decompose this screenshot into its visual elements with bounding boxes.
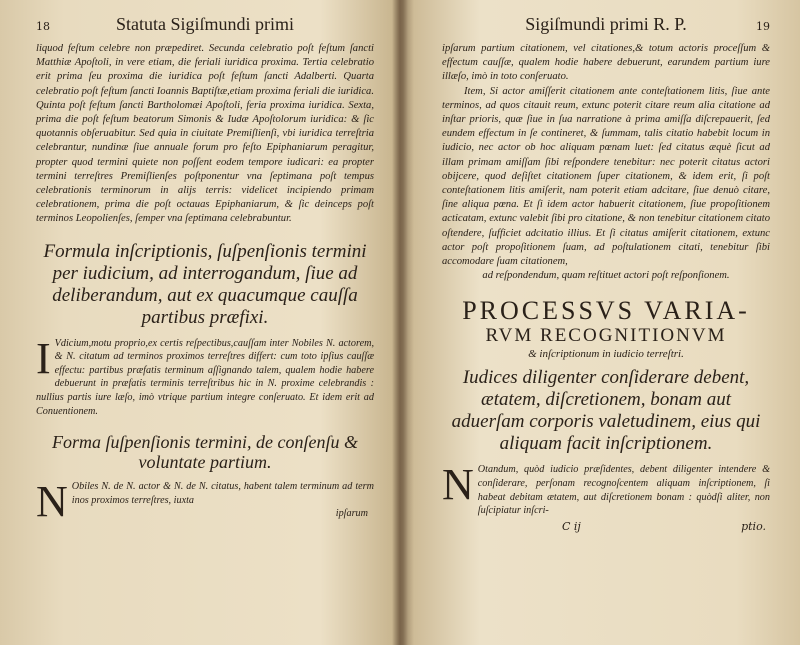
drop-cap-n-right: N <box>442 460 474 510</box>
left-running-head: Statuta Sigiſmundi primi <box>115 14 294 34</box>
right-catchword: ptio. <box>741 519 766 533</box>
right-paragraph-3-text: Otandum, quòd iudicio præſidentes, debent diligenter intendere & conſiderare, perſonam recognoſcentem aliquam inſcriptionem, ſi habeat debitam ætatem, aut diſcretionem bonam : quòdſi aliter, non ſuſcipiatur inſcri- <box>477 464 770 517</box>
right-paragraph-2: Item, Si actor amiſſerit citationem ante conteſtationem litis, ſiue ante terminos, ad quos citauit reum, extunc poterit citare reum alia citatione ad inſtar prioris, quæ ſiue in ſua narratione à prima amiſſa diſcrepauerit, ſed eundem effectum in ſe contineret, & ſummam, talis citatio habebit locum in iudicio, nec actor ob hoc aliquam pœnam luet: ſed citatus æquè ſicut ad illam primam amiſſam ſibi reſpondere tenebitur: nec poterit citatus actori obijcere, quod deſiſtet citationem ſuper citationem, & idem erit, ſi poſt conteſtationem litis amiſerit, nam poterit etiam adcitare, ſiue denuò citare, ſine aliqua pœna. Et ſi idem actor habuerit citationem, ſiue propoſitionem acticatam, extunc valebit ſibi pro citatione, & non tenebitur citationem citato oſtendere, ſufficiet adcitatio illius. Et ſi citatus amiſerit citationem, extunc actor poſt propoſitionem ſuam, ad poſtulationem citati, tenebitur ſibi accomodare ſuam citationem, <box>442 85 770 268</box>
right-paragraph-1: ipſarum partium citationem, vel citationes,& totum actoris proceſſum & effectum cauſſæ, qualem hodie habere debuerunt, earundem partium iure illæſo, imò in toto conſeruato. <box>442 43 770 83</box>
signature-mark: C ij <box>562 519 581 533</box>
right-page-number: 19 <box>756 20 770 33</box>
right-heading-iudices: Iudices diligenter conſiderare debent, ætatem, diſcretionem, bonam aut aduerſam corporis valetudinem, eius qui aliquam facit inſcriptionem. <box>451 367 761 455</box>
signature-line <box>442 520 770 533</box>
left-paragraph-2 <box>36 333 374 419</box>
left-page-number: 18 <box>36 20 50 33</box>
right-page-header <box>442 12 770 42</box>
left-paragraph-2-text: Vdicium,motu proprio,ex certis reſpectibus,cauſſam inter Nobiles N. actorem, & N. citatum ad terminos proximos terreſtres differt: cum toto ipſius cauſſæ effectu: partibus præfatis terminum aſſignando talem, qualem hodie habere debuerunt in præfatis terminis terreſtribus hic in N. proxime celebrandis : nullius partis iure læſo, imò vtrique partium integre conſeruato. Et idem erit ad Conuentionem. <box>36 337 374 417</box>
left-heading-forma: Forma ſuſpenſionis termini, de conſenſu & voluntate partium. <box>52 432 358 473</box>
right-running-head: Sigiſmundi primi R. P. <box>525 14 687 34</box>
right-paragraph-2-tail: ad reſpondendum, quam reſtituet actori poſt reſponſionem. <box>482 270 730 282</box>
right-paragraph-3 <box>442 460 770 517</box>
left-catchword: ipſarum <box>335 508 368 520</box>
section-title-line-3: & inſcriptionum in iudicio terreſtri. <box>528 348 684 361</box>
left-heading-formula: Formula inſcriptionis, ſuſpenſionis termini per iudicium, ad interrogandum, ſiue ad deliberandum, aut ex quacumque cauſſa partibus præfixi. <box>43 240 367 328</box>
right-page <box>408 0 800 645</box>
section-title-line-1: PROCESSVS VARIA- <box>462 296 750 326</box>
drop-cap-i: I <box>36 333 51 383</box>
left-paragraph-1: liquod feſtum celebre non præpediret. Secunda celebratio poſt feſtum ſancti Matthiæ Apoſtoli, in vere etiam, die feriali iuridica proxima. Tertia celebratio erit prima ſeu proxima die iuridica poſt feſtum ſancti Adalberti. Quarta celebratio poſt feſtum ſancti Ioannis Baptiſtæ,etiam proxima feriali die iuridica. Quinta poſt feſtum ſancti Bartholomæi Apoſtoli, feria proxima iuridica. Sexta, prima die poſt feſtum beatorum Simonis & Iudæ Apoſtolorum iuridica: & ſic quotannis obſeruabitur. Sed quia in ciuitate Premiſlienſi, vbi iuridica terreſtria celebrantur, nundinæ ſiue annuale forum pro feſto Epiphaniarum peragitur, propter quod termini quiete non poſſent eodem tempore iudicari: ea propter termini terreſtres Premiſlienſes poſtponentur vna ſeptimana poſt tempus celebrationis terminorum in alijs terris: videlicet incipiendo primam celebrationem, prima die poſt octauas Epiphaniarum, & ſic deinceps poſt terminos Leopolienſes, ſemper vna ſeptimana celebrabuntur. <box>36 43 374 225</box>
drop-cap-n-left: N <box>36 477 68 527</box>
left-page-header <box>36 12 374 42</box>
section-title-line-2: RVM RECOGNITIONVM <box>485 325 727 347</box>
left-paragraph-3-text: Obiles N. de N. actor & N. de N. citatus, habent talem terminum ad term inos proximos terreſtres, iuxta <box>71 481 374 506</box>
